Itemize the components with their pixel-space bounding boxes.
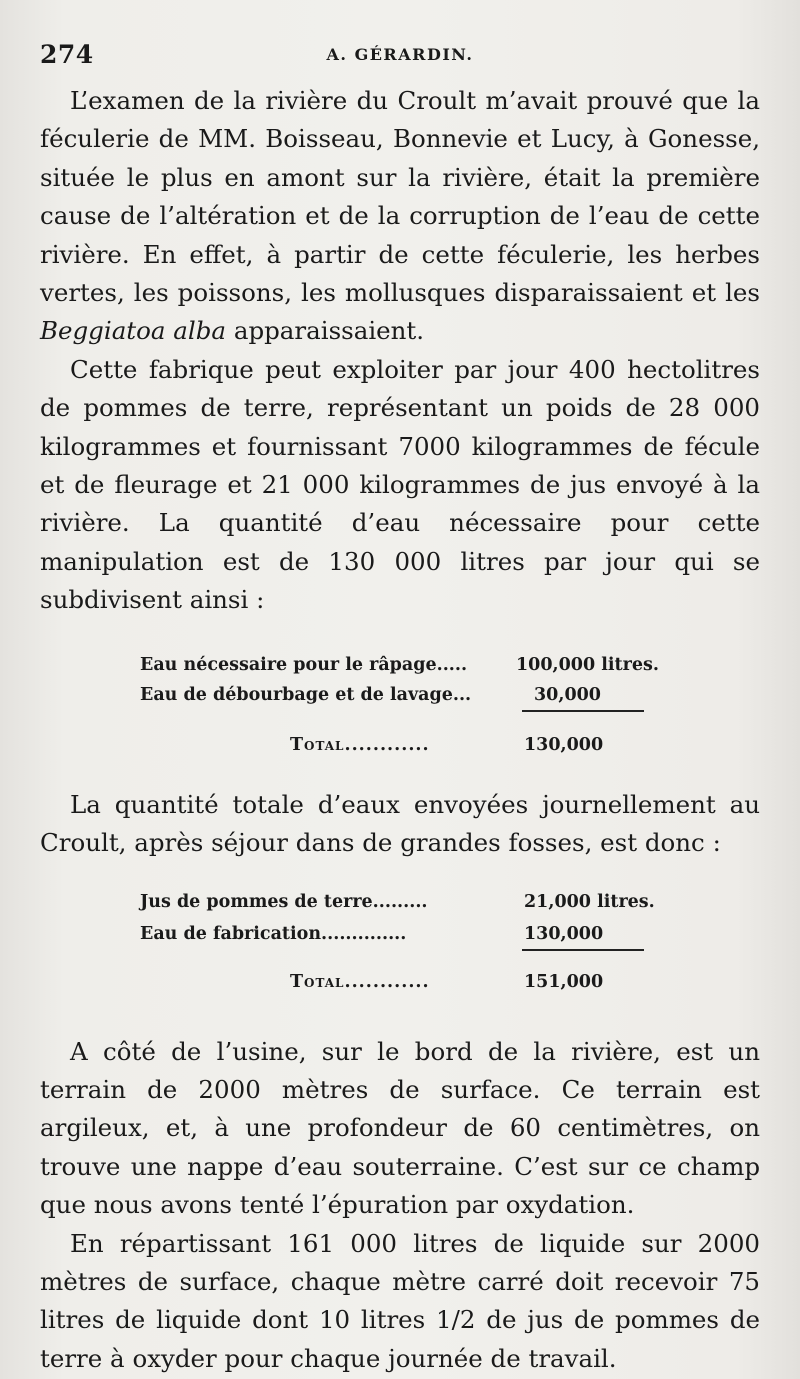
table-row-value: 21,000 litres. (524, 891, 655, 912)
table-total-row (40, 726, 680, 756)
table-row-label: Jus de pommes de terre......... (140, 891, 428, 912)
total-label: Total............ (290, 971, 430, 992)
table-row-label: Eau de fabrication.............. (140, 923, 407, 944)
page-body (40, 82, 760, 1378)
table-row-label: Eau nécessaire pour le râpage..... (140, 654, 468, 675)
table-row-value: 130,000 (524, 923, 604, 944)
total-value: 130,000 (524, 734, 604, 755)
page-header (40, 40, 760, 74)
water-table-2 (40, 883, 760, 1033)
table-total-row (40, 963, 680, 993)
paragraph-4: A côté de l’usine, sur le bord de la rivière, est un terrain de 2000 mètres de surface. Ce terrain est argileux, et, à une profondeur de 60 centimètres, on trouve une nappe d’eau souterraine. C’est sur ce champ que nous avons tenté l’épuration par oxydation. (40, 1036, 760, 1220)
page-number: 274 (40, 40, 94, 69)
table-row (40, 676, 680, 706)
table-row (40, 646, 680, 676)
sum-rule (522, 710, 644, 712)
table-row-value: 100,000 litres. (516, 654, 659, 675)
table-row-label: Eau de débourbage et de lavage... (140, 684, 472, 705)
total-label: Total............ (290, 734, 430, 755)
paragraph-5: En répartissant 161 000 litres de liquide sur 2000 mètres de surface, chaque mètre carré doit recevoir 75 litres de liquide dont 10 litres 1/2 de jus de pommes de terre à oxyder pour chaque journée de travail. (40, 1228, 760, 1373)
paragraph-1 (40, 82, 760, 351)
table-row (40, 883, 680, 913)
paragraph-1-text: L’examen de la rivière du Croult m’avait prouvé que la féculerie de MM. Boisseau, Bonnevie et Lucy, à Gonesse, située le plus en amont sur la rivière, était la première cause de l’altération et de la corruption de l’eau de cette rivière. En effet, à partir de cette féculerie, les herbes vertes, les poissons, les mollusques disparaissaient et les (40, 86, 760, 308)
paragraph-1-end: apparaissaient. (226, 316, 425, 346)
water-table-1 (40, 646, 760, 778)
total-value: 151,000 (524, 971, 604, 992)
paragraph-2: Cette fabrique peut exploiter par jour 400 hectolitres de pommes de terre, représentant un poids de 28 000 kilogrammes et fournissant 7000 kilogrammes de fécule et de fleurage et 21 000 kilogrammes de jus envoyé à la rivière. La quantité d’eau nécessaire pour cette manipulation est de 130 000 litres par jour qui se subdivisent ainsi : (40, 354, 760, 615)
table-row (40, 915, 680, 945)
sum-rule (522, 949, 644, 951)
species-name: Beggiatoa alba (40, 316, 227, 346)
paragraph-3: La quantité totale d’eaux envoyées journellement au Croult, après séjour dans de grandes fosses, est donc : (40, 789, 760, 858)
running-head: A. GÉRARDIN. (326, 45, 474, 64)
table-row-value: 30,000 (534, 684, 601, 705)
